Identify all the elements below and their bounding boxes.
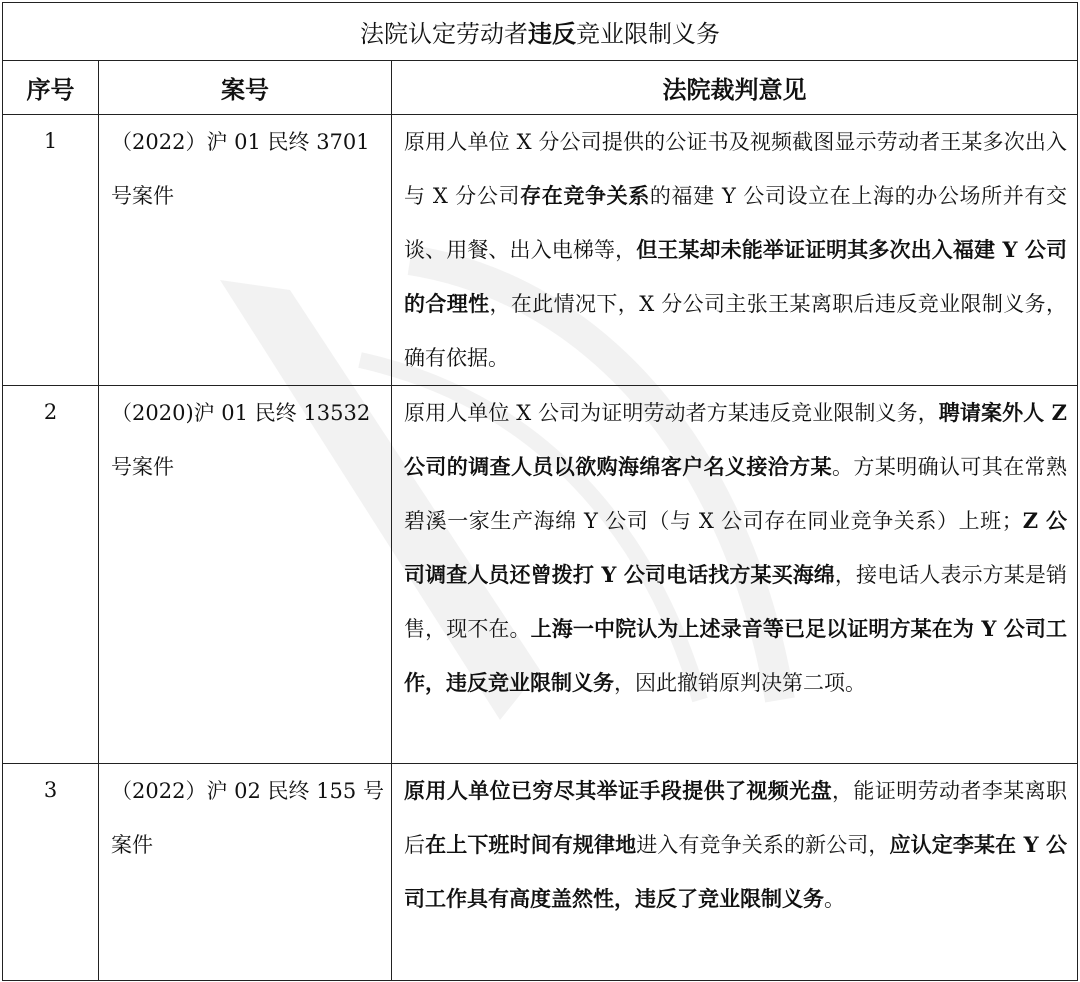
- header-opinion: 法院裁判意见: [392, 61, 1078, 115]
- header-seq: 序号: [3, 61, 99, 115]
- row-case-no: （2022）沪 01 民终 3701 号案件: [99, 115, 392, 386]
- opinion-segment: 的福建 Y 公司设立在上海的办公场所并有交谈、用餐、出入电梯等，: [404, 184, 1068, 262]
- row-opinion: [392, 764, 1078, 981]
- opinion-segment: 。: [824, 887, 845, 911]
- opinion-segment: ，因此撤销原判决第二项。: [614, 671, 866, 695]
- row-opinion: [392, 115, 1078, 386]
- title-part-bold: 违反: [528, 19, 576, 48]
- opinion-segment-bold: 聘请案外人 Z 公司的调查人员以欲购海绵客户名义接洽方某: [404, 400, 1068, 479]
- opinion-segment-bold: 在上下班时间有规律地: [425, 832, 637, 857]
- row-case-no: （2022）沪 02 民终 155 号案件: [99, 764, 392, 981]
- table-row: [3, 386, 1078, 764]
- header-case-no: 案号: [99, 61, 392, 115]
- opinion-segment-bold: Z 公司调查人员还曾拨打 Y 公司电话找方某买海绵: [404, 508, 1068, 587]
- opinion-segment: 。方某明确认可其在常熟碧溪一家生产海绵 Y 公司（与 X 公司存在同业竞争关系）上班；: [404, 455, 1068, 533]
- opinion-segment: 进入有竞争关系的新公司，: [636, 833, 890, 857]
- table-row: [3, 115, 1078, 386]
- header-row: [3, 61, 1078, 115]
- opinion-segment-bold: 原用人单位已穷尽其举证手段提供了视频光盘: [404, 778, 833, 803]
- opinion-segment: ，能证明劳动者李某离职后: [404, 779, 1068, 857]
- opinion-segment: 原用人单位 X 分公司提供的公证书及视频截图显示劳动者王某多次出入与 X 分公司: [404, 130, 1068, 208]
- title-row: [3, 3, 1078, 61]
- opinion-segment: 原用人单位 X 公司为证明劳动者方某违反竞业限制义务，: [404, 401, 939, 425]
- row-seq: 1: [3, 115, 99, 386]
- opinion-segment: ，在此情况下，X 分公司主张王某离职后违反竞业限制义务，确有依据。: [404, 292, 1068, 370]
- opinion-segment: ，接电话人表示方某是销售，现不在。: [404, 563, 1068, 641]
- opinion-segment-bold: 上海一中院认为上述录音等已足以证明方某在为 Y 公司工作，违反竞业限制义务: [404, 616, 1068, 695]
- row-seq: 3: [3, 764, 99, 981]
- row-seq: 2: [3, 386, 99, 764]
- ruling-table: [2, 2, 1078, 981]
- opinion-segment-bold: 应认定李某在 Y 公司工作具有高度盖然性，违反了竞业限制义务: [404, 832, 1068, 911]
- table-row: [3, 764, 1078, 981]
- title-part: 竞业限制义务: [576, 20, 720, 48]
- opinion-segment-bold: 但王某却未能举证证明其多次出入福建 Y 公司的合理性: [404, 237, 1068, 316]
- table-title: [3, 3, 1078, 61]
- title-part: 法院认定劳动者: [360, 20, 528, 48]
- row-opinion: [392, 386, 1078, 764]
- opinion-segment-bold: 存在竞争关系: [520, 183, 650, 208]
- row-case-no: （2020)沪 01 民终 13532 号案件: [99, 386, 392, 764]
